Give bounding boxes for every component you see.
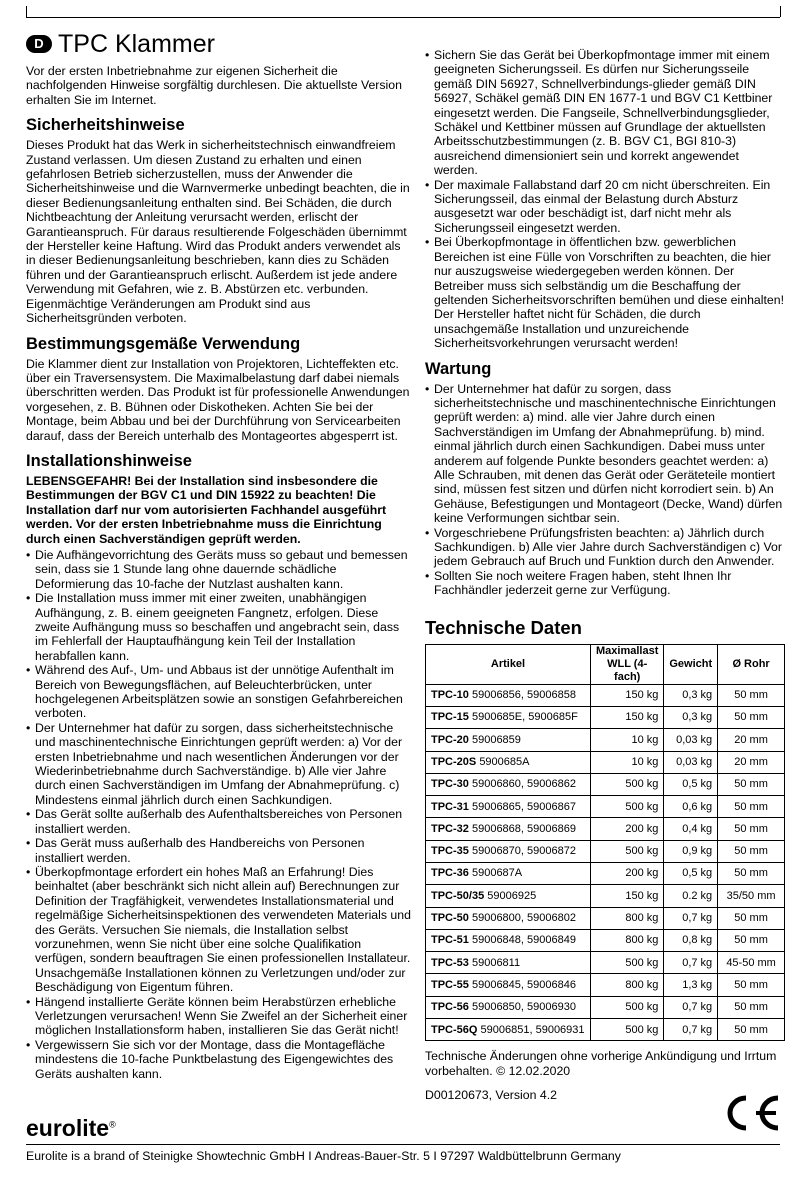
article-cell bbox=[426, 684, 591, 706]
article-cell bbox=[426, 974, 591, 996]
weight-cell: 0,8 kg bbox=[664, 929, 718, 951]
weight-cell: 0,5 kg bbox=[664, 863, 718, 885]
weight-cell: 0,4 kg bbox=[664, 818, 718, 840]
article-cell bbox=[426, 818, 591, 840]
safety-text: Dieses Produkt hat das Werk in sicherheitstechnisch einwandfreiem Zustand verlassen. Um diesen Zustand zu erhalten und einen gefahrlosen Betrieb sicherzustellen, muss der Anwender die Sicherheitshinweise und die Warnvermerke unbedingt beachten, die in dieser Bedienungsanleitung enthalten sind. Bei Schäden, die durch Nichtbeachtung der Anleitung verursacht werden, erlischt der Garantieanspruch. Für daraus resultierende Folgeschäden übernimmt der Hersteller keine Haftung. Wird das Produkt anders verwendet als in dieser Bedienungsanleitung beschrieben, kann dies zu Schäden führen und der Garantieanspruch erlischt. Außerdem ist jede andere Verwendung mit Gefahren, wie z. B. Abstürzen etc. verbunden. Eigenmächtige Veränderungen am Produkt sind aus Sicherheitsgründen verboten. bbox=[26, 138, 410, 326]
column-header-weight: Gewicht bbox=[664, 644, 718, 684]
tube-cell: 50 mm bbox=[718, 907, 785, 929]
list-item: • Das Gerät sollte außerhalb des Aufenthaltsbereiches von Personen installiert werden. bbox=[26, 807, 412, 836]
tube-cell: 20 mm bbox=[718, 751, 785, 773]
right-column bbox=[425, 48, 785, 1103]
table-row bbox=[426, 863, 785, 885]
table-row bbox=[426, 974, 785, 996]
page-title: TPC Klammer bbox=[58, 30, 215, 58]
installation-heading: Installationshinweise bbox=[26, 451, 192, 470]
table-row bbox=[426, 840, 785, 862]
tube-cell: 20 mm bbox=[718, 729, 785, 751]
table-row bbox=[426, 684, 785, 706]
model-name: TPC-36 bbox=[431, 867, 469, 880]
intro-text: Vor der ersten Inbetriebnahme zur eigenen Sicherheit die nachfolgenden Hinweise sorgfältig durchlesen. Die aktuellste Version erhalten Sie im Internet. bbox=[26, 64, 402, 107]
load-header-line2: WLL (4-fach) bbox=[607, 657, 648, 683]
installation-warning: LEBENSGEFAHR! Bei der Installation sind insbesondere die Bestimmungen der BGV C1 und DIN 15922 zu beachten! Die Installation darf nur vom autorisierten Fachhandel ausgeführt werden. Vor der ersten Inbetriebnahme muss die Einrichtung durch einen Sachverständigen geprüft werden. bbox=[26, 473, 387, 546]
model-name: TPC-55 bbox=[431, 978, 469, 991]
model-name: TPC-20 bbox=[431, 733, 469, 746]
weight-cell: 0,7 kg bbox=[664, 996, 718, 1018]
language-badge: D bbox=[26, 35, 52, 53]
article-numbers: 59006925 bbox=[487, 889, 537, 902]
footer-rule bbox=[26, 1144, 780, 1145]
load-cell: 500 kg bbox=[591, 1019, 664, 1041]
usage-text: Die Klammer dient zur Installation von Projektoren, Lichteffekten etc. über ein Traversensystem. Die Maximalbelastung darf dabei niemals überschritten werden. Das Produkt ist für professionelle Anwendungen vorgesehen, z. B. Bühnen oder Diskotheken. Achten Sie bei der Montage, beim Abbau und bei der Durchführung von Servicearbeiten darauf, dass der Bereich unterhalb des Montageortes abgesperrt ist. bbox=[26, 356, 410, 443]
article-numbers: 5900685A bbox=[479, 755, 530, 768]
tube-cell: 50 mm bbox=[718, 706, 785, 728]
list-item: • Hängend installierte Geräte können beim Herabstürzen erhebliche Verletzungen verursachen! Wenn Sie Zweifel an der Sicherheit einer möglichen Installationsform haben, installieren Sie das Gerät nicht! bbox=[26, 995, 412, 1038]
list-item: • Die Installation muss immer mit einer zweiten, unabhängigen Aufhängung, z. B. einem geeigneten Fangnetz, erfolgen. Diese zweite Aufhängung muss so beschaffen und angebracht sein, dass im Fehlerfall der Hauptaufhängung kein Teil der Installation herabfallen kann. bbox=[26, 591, 412, 663]
article-cell bbox=[426, 706, 591, 728]
model-name: TPC-56Q bbox=[431, 1023, 478, 1036]
table-row bbox=[426, 1019, 785, 1041]
top-rule bbox=[26, 17, 780, 18]
table-row bbox=[426, 729, 785, 751]
article-numbers: 59006850, 59006930 bbox=[471, 1001, 576, 1014]
model-name: TPC-35 bbox=[431, 845, 469, 858]
column-header-article: Artikel bbox=[426, 644, 591, 684]
model-name: TPC-56 bbox=[431, 1001, 469, 1014]
load-cell: 200 kg bbox=[591, 863, 664, 885]
maintenance-heading: Wartung bbox=[425, 359, 492, 378]
model-name: TPC-50 bbox=[431, 912, 469, 925]
weight-cell: 0,7 kg bbox=[664, 952, 718, 974]
tube-cell: 50 mm bbox=[718, 863, 785, 885]
article-numbers: 59006868, 59006869 bbox=[471, 822, 576, 835]
tube-cell: 50 mm bbox=[718, 1019, 785, 1041]
list-item: • Das Gerät muss außerhalb des Handbereichs von Personen installiert werden. bbox=[26, 836, 412, 865]
load-cell: 500 kg bbox=[591, 773, 664, 795]
article-numbers: 5900685E, 5900685F bbox=[471, 711, 578, 724]
article-numbers: 59006848, 59006849 bbox=[471, 934, 576, 947]
article-numbers: 59006800, 59006802 bbox=[471, 912, 576, 925]
table-row bbox=[426, 751, 785, 773]
article-numbers: 5900687A bbox=[471, 867, 523, 880]
weight-cell: 0,7 kg bbox=[664, 907, 718, 929]
footer-text: Eurolite is a brand of Steinigke Showtechnic GmbH I Andreas-Bauer-Str. 5 I 97297 Waldbüttelbrunn Germany bbox=[26, 1149, 621, 1163]
table-row bbox=[426, 796, 785, 818]
model-name: TPC-31 bbox=[431, 800, 469, 813]
title-row bbox=[26, 30, 412, 58]
load-cell: 150 kg bbox=[591, 706, 664, 728]
weight-cell: 0,3 kg bbox=[664, 706, 718, 728]
article-cell bbox=[426, 796, 591, 818]
list-item: • Sichern Sie das Gerät bei Überkopfmontage immer mit einem geeigneten Sicherungsseil. Es dürfen nur Sicherungsseile gemäß DIN 56927, Schnellverbindungs-glieder gemäß DIN 56927, Schäkel gemäß DIN EN 1677-1 und BGV C1 Kettbiner eingesetzt werden. Die Fangseile, Schnellverbindungsglieder, Schäkel und Kettbiner müssen auf Grundlage der aktuellsten Arbeitsschutzbestimmungen (z. B. BGV C1, BGI 810-3) ausreichend dimensioniert sein und korrekt angewendet werden. bbox=[425, 48, 785, 178]
list-item: • Vergewissern Sie sich vor der Montage, dass die Montagefläche mindestens die 10-fache Punktbelastung des Eigengewichtes des Geräts aushalten kann. bbox=[26, 1038, 412, 1081]
table-row bbox=[426, 885, 785, 907]
tube-cell: 50 mm bbox=[718, 684, 785, 706]
load-cell: 500 kg bbox=[591, 952, 664, 974]
article-cell bbox=[426, 929, 591, 951]
article-cell bbox=[426, 996, 591, 1018]
list-item: • Vorgeschriebene Prüfungsfristen beachten: a) Jährlich durch Sachkundigen. b) Alle vier Jahre durch Sachverständigen c) Vor jedem Gebrauch auf Bruch und Funktion durch den Anwender. bbox=[425, 526, 785, 569]
list-item: • Der Unternehmer hat dafür zu sorgen, dass sicherheitstechnische und maschinentechnische Einrichtungen geprüft werden: a) Vor der ersten Inbetriebnahme und nach wesentlichen Änderungen vor der Wiederinbetriebnahme durch Sachverständige. b) Alle vier Jahre durch einen Sachverständigen im Umfang der Abnahmeprüfung. c) Mindestens einmal jährlich durch einen Sachkundigen. bbox=[26, 721, 412, 807]
model-name: TPC-50/35 bbox=[431, 889, 485, 902]
table-header-row bbox=[426, 644, 785, 684]
maintenance-list bbox=[425, 382, 785, 598]
model-name: TPC-10 bbox=[431, 689, 469, 702]
load-cell: 150 kg bbox=[591, 885, 664, 907]
specs-table-body bbox=[426, 684, 785, 1041]
article-cell bbox=[426, 907, 591, 929]
load-cell: 200 kg bbox=[591, 818, 664, 840]
load-cell: 150 kg bbox=[591, 684, 664, 706]
crop-mark-left bbox=[26, 6, 27, 17]
load-cell: 10 kg bbox=[591, 729, 664, 751]
load-cell: 800 kg bbox=[591, 974, 664, 996]
specs-table bbox=[425, 644, 785, 1042]
safety-heading: Sicherheitshinweise bbox=[26, 116, 185, 135]
tube-cell: 50 mm bbox=[718, 996, 785, 1018]
weight-cell: 0,03 kg bbox=[664, 751, 718, 773]
load-cell: 800 kg bbox=[591, 907, 664, 929]
article-cell bbox=[426, 863, 591, 885]
crop-mark-right bbox=[780, 6, 781, 17]
article-numbers: 59006865, 59006867 bbox=[471, 800, 576, 813]
article-numbers: 59006859 bbox=[471, 733, 521, 746]
article-cell bbox=[426, 729, 591, 751]
list-item: • Der Unternehmer hat dafür zu sorgen, dass sicherheitstechnische und maschinentechnische Einrichtungen geprüft werden: a) mind. alle vier Jahre durch einen Sachverständigen im Umfang der Abnahmeprüfung. b) mind. einmal jährlich durch einen Sachkundigen. Dabei muss unter anderem auf folgende Punkte besonders geachtet werden: a) Alle Schrauben, mit denen das Gerät oder Geräteteile montiert sind, müssen fest sitzen und dürfen nicht korrodiert sein. b) An Gehäuse, Befestigungen und Montageort (Decke, Wand) dürfen keine Verformungen sichtbar sein. bbox=[425, 382, 785, 526]
tube-cell: 50 mm bbox=[718, 818, 785, 840]
model-name: TPC-30 bbox=[431, 778, 469, 791]
table-row bbox=[426, 907, 785, 929]
specs-heading: Technische Daten bbox=[425, 616, 582, 638]
list-item: • Während des Auf-, Um- und Abbaus ist der unnötige Aufenthalt im Bereich von Bewegungsflächen, auf Beleuchterbrücken, unter hochgelegenen Arbeitsplätzen sowie an sonstigen Gefahrbereichen verboten. bbox=[26, 663, 412, 721]
left-column bbox=[26, 30, 412, 1081]
installation-list bbox=[26, 548, 412, 1081]
tube-cell: 45-50 mm bbox=[718, 952, 785, 974]
weight-cell: 0,03 kg bbox=[664, 729, 718, 751]
article-cell bbox=[426, 952, 591, 974]
weight-cell: 0,5 kg bbox=[664, 773, 718, 795]
article-cell bbox=[426, 885, 591, 907]
column-header-tube: Ø Rohr bbox=[718, 644, 785, 684]
load-cell: 500 kg bbox=[591, 840, 664, 862]
tube-cell: 50 mm bbox=[718, 929, 785, 951]
column-header-load bbox=[591, 644, 664, 684]
article-numbers: 59006845, 59006846 bbox=[471, 978, 576, 991]
model-name: TPC-51 bbox=[431, 934, 469, 947]
list-item: • Die Aufhängevorrichtung des Geräts muss so gebaut und bemessen sein, dass sie 1 Stunde lang ohne dauernde schädliche Deformierung das 10-fache der Nutzlast aushalten kann. bbox=[26, 548, 412, 591]
tube-cell: 50 mm bbox=[718, 796, 785, 818]
article-cell bbox=[426, 1019, 591, 1041]
weight-cell: 0.2 kg bbox=[664, 885, 718, 907]
usage-heading: Bestimmungsgemäße Verwendung bbox=[26, 334, 301, 353]
article-cell bbox=[426, 773, 591, 795]
model-name: TPC-53 bbox=[431, 956, 469, 969]
registered-mark: ® bbox=[109, 1119, 116, 1130]
article-cell bbox=[426, 840, 591, 862]
table-row bbox=[426, 773, 785, 795]
tube-cell: 50 mm bbox=[718, 974, 785, 996]
table-row bbox=[426, 706, 785, 728]
load-header-line1: Maximallast bbox=[596, 644, 659, 657]
article-numbers: 59006856, 59006858 bbox=[471, 689, 576, 702]
article-numbers: 59006851, 59006931 bbox=[480, 1023, 585, 1036]
load-cell: 10 kg bbox=[591, 751, 664, 773]
tube-cell: 50 mm bbox=[718, 840, 785, 862]
list-item: • Bei Überkopfmontage in öffentlichen bzw. gewerblichen Bereichen ist eine Fülle von Vorschriften zu beachten, die hier nur auszugsweise wiedergegeben werden können. Der Betreiber muss sich selbständig um die Beschaffung der geltenden Sicherheitsvorschriften bemühen und diese einhalten! Der Hersteller haftet nicht für Schäden, die durch unsachgemäße Installation und unzureichende Sicherheitsvorkehrungen verursacht werden! bbox=[425, 235, 785, 350]
article-numbers: 59006860, 59006862 bbox=[471, 778, 576, 791]
article-numbers: 59006811 bbox=[471, 956, 521, 969]
table-row bbox=[426, 952, 785, 974]
weight-cell: 0,6 kg bbox=[664, 796, 718, 818]
list-item: • Der maximale Fallabstand darf 20 cm nicht überschreiten. Ein Sicherungsseil, das einmal der Belastung durch Absturz ausgesetzt war oder beschädigt ist, darf nicht mehr als Sicherungsseil eingesetzt werden. bbox=[425, 178, 785, 236]
table-row bbox=[426, 818, 785, 840]
load-cell: 800 kg bbox=[591, 929, 664, 951]
weight-cell: 0,3 kg bbox=[664, 684, 718, 706]
installation-list-continued bbox=[425, 48, 785, 351]
article-numbers: 59006870, 59006872 bbox=[471, 845, 576, 858]
document-id: D00120673, Version 4.2 bbox=[425, 1088, 557, 1103]
tube-cell: 50 mm bbox=[718, 773, 785, 795]
logo-text: eurolite bbox=[26, 1115, 110, 1141]
eurolite-logo bbox=[26, 1115, 116, 1142]
ce-mark-icon bbox=[716, 1093, 780, 1133]
weight-cell: 0,7 kg bbox=[664, 1019, 718, 1041]
model-name: TPC-32 bbox=[431, 822, 469, 835]
load-cell: 500 kg bbox=[591, 996, 664, 1018]
changes-note: Technische Änderungen ohne vorherige Ankündigung und Irrtum vorbehalten. © 12.02.2020 bbox=[425, 1049, 777, 1078]
table-row bbox=[426, 996, 785, 1018]
tube-cell: 35/50 mm bbox=[718, 885, 785, 907]
model-name: TPC-15 bbox=[431, 711, 469, 724]
list-item: • Sollten Sie noch weitere Fragen haben, steht Ihnen Ihr Fachhändler jederzeit gerne zur Verfügung. bbox=[425, 569, 785, 598]
model-name: TPC-20S bbox=[431, 755, 477, 768]
load-cell: 500 kg bbox=[591, 796, 664, 818]
weight-cell: 1,3 kg bbox=[664, 974, 718, 996]
weight-cell: 0,9 kg bbox=[664, 840, 718, 862]
table-row bbox=[426, 929, 785, 951]
list-item: • Überkopfmontage erfordert ein hohes Maß an Erfahrung! Dies beinhaltet (aber beschränkt sich nicht allein auf) Berechnungen zur Definition der Tragfähigkeit, verwendetes Installationsmaterial und regelmäßige Sicherheitsinspektionen des verwendeten Materials und des Geräts. Versuchen Sie niemals, die Installation selbst vorzunehmen, wenn Sie nicht über eine solche Qualifikation verfügen, sondern beauftragen Sie einen professionellen Installateur. Unsachgemäße Installationen können zu Verletzungen und/oder zur Beschädigung von Eigentum führen. bbox=[26, 865, 412, 995]
article-cell bbox=[426, 751, 591, 773]
